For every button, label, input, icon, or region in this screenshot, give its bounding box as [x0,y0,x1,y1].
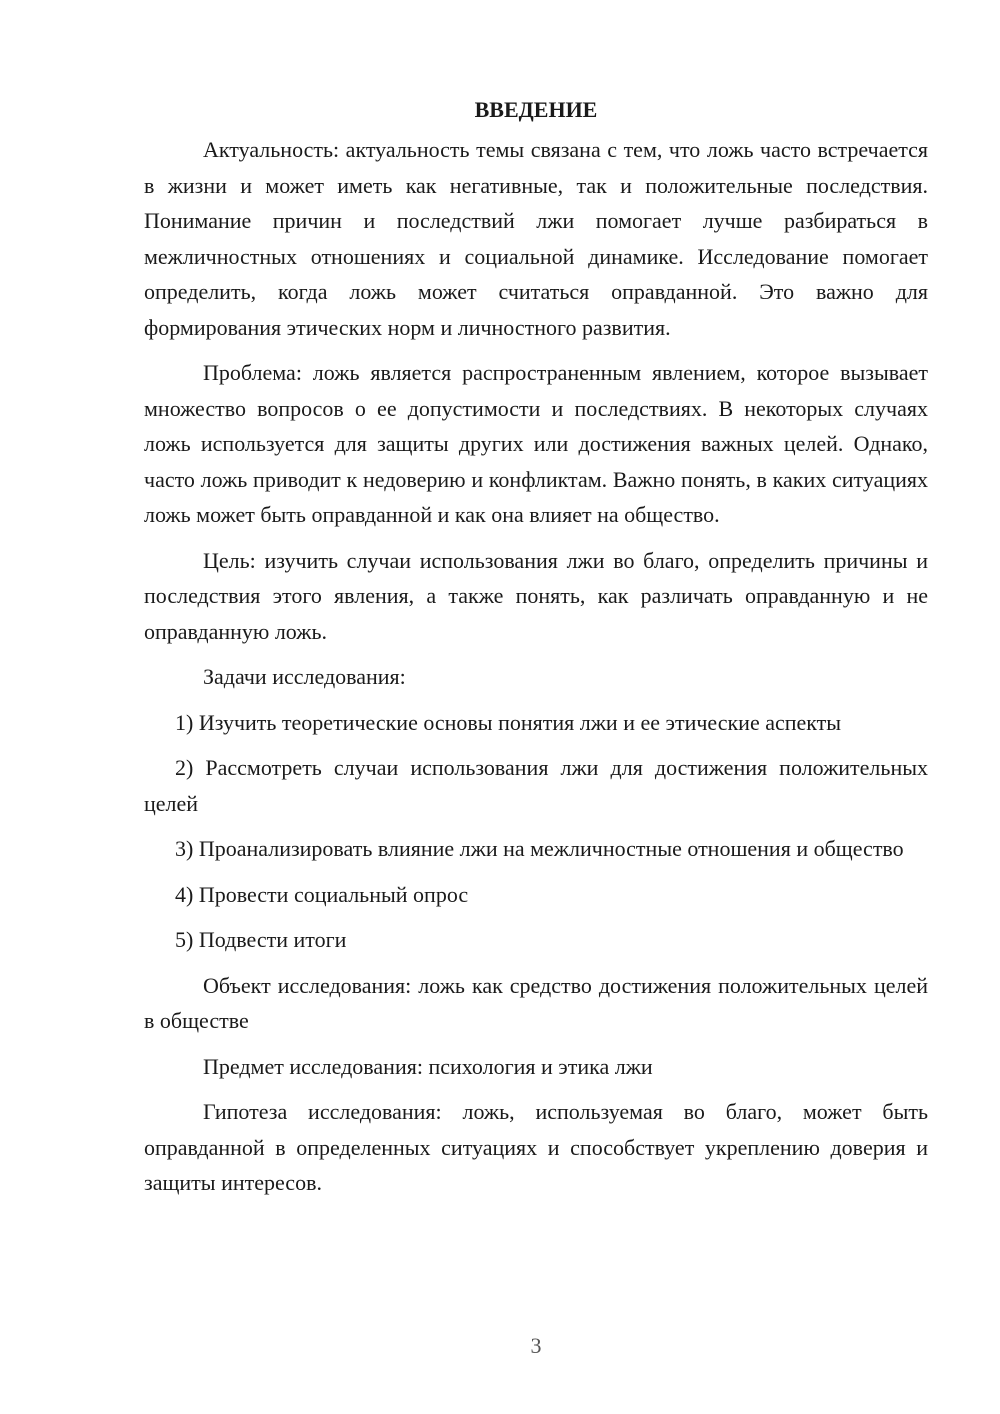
problem-paragraph: Проблема: ложь является распространенным явлением, которое вызывает множество вопросов о ее допустимости и последствиях. В некоторых случаях ложь используется для защиты других или достижения важных целей. Однако, часто ложь приводит к недоверию и конфликтам. Важно понять, в каких ситуациях ложь может быть оправданной и как она влияет на общество. [144,360,928,527]
task-item-5: 5) Подвести итоги [175,927,347,952]
relevance-paragraph: Актуальность: актуальность темы связана с тем, что ложь часто встречается в жизни и может иметь как негативные, так и положительные последствия. Понимание причин и последствий лжи помогает лучше разбираться в межличностных отношениях и социальной динамике. Исследование помогает определить, когда ложь может считаться оправданной. Это важно для формирования этических норм и личностного развития. [144,137,928,340]
task-item-2: 2) Рассмотреть случаи использования лжи для достижения положительных целей [144,755,928,816]
tasks-heading: Задачи исследования: [203,664,406,689]
task-item-3: 3) Проанализировать влияние лжи на межличностные отношения и общество [175,836,904,861]
goal-paragraph: Цель: изучить случаи использования лжи во благо, определить причины и последствия этого явления, а также понять, как различать оправданную и не оправданную ложь. [144,547,928,644]
object-paragraph: Объект исследования: ложь как средство достижения положительных целей в обществе [144,972,928,1033]
hypothesis-paragraph: Гипотеза исследования: ложь, используемая во благо, может быть оправданной в определенных ситуациях и способствует укреплению доверия и защиты интересов. [144,1099,928,1195]
page-title: ВВЕДЕНИЕ [474,97,598,122]
document-page [144,93,928,1211]
page-number: 3 [530,1333,542,1358]
task-item-1: 1) Изучить теоретические основы понятия лжи и ее этические аспекты [175,709,842,735]
subject-paragraph: Предмет исследования: психология и этика лжи [203,1053,653,1079]
task-item-4: 4) Провести социальный опрос [175,881,469,907]
